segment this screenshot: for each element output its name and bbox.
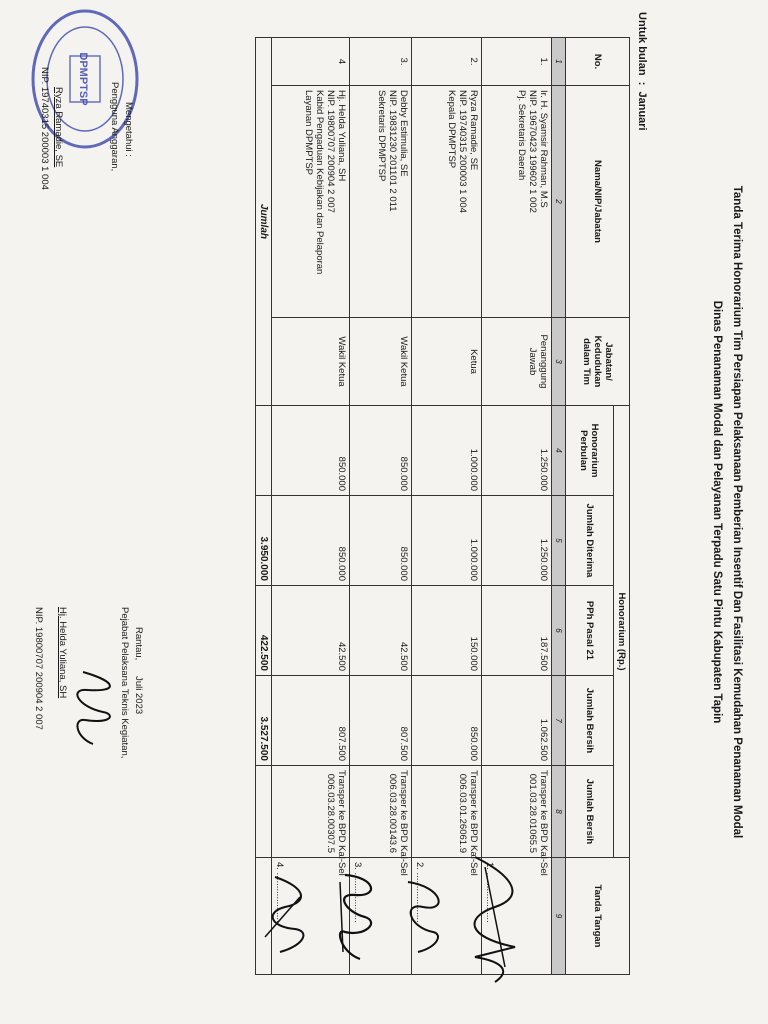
signature-4-icon <box>255 867 320 967</box>
document-title: Tanda Terima Honorarium Tim Persiapan Pelaksanaan Pemberian Insentif Dan Fasilitasi Kemudahan Penanaman Modal <box>731 185 743 839</box>
index-cell: 3 <box>552 318 566 406</box>
period-separator: : <box>636 81 648 86</box>
svg-text:DPMPTSP: DPMPTSP <box>77 52 89 106</box>
col-header-perbulan: Honorarium Perbulan <box>566 406 614 496</box>
period-value: Januari <box>636 91 648 131</box>
row-nama-cell <box>350 86 412 318</box>
signature-1-icon <box>455 847 535 987</box>
col-header-bersih: Jumlah Bersih <box>566 676 614 766</box>
row-nama: Ryza Ramadie, SE <box>468 90 479 171</box>
row-nama-cell <box>412 86 482 318</box>
right-signature-block <box>31 607 145 937</box>
right-sig-role: Pejabat Pelaksana Teknis Kegiatan, <box>119 607 130 759</box>
row-perbulan: 850.000 <box>272 406 350 496</box>
rotated-document <box>5 12 745 1012</box>
right-sig-name: Hj. Helda Yuliana, SH <box>57 607 68 699</box>
period-label: Untuk bulan <box>636 12 648 76</box>
row-ttd-number: 3. ................... <box>352 862 363 923</box>
signature-2-icon <box>393 872 453 962</box>
table-row <box>272 38 350 975</box>
index-cell: 4 <box>552 406 566 496</box>
right-sig-city: Rantau, <box>133 627 144 661</box>
row-pph: 150.000 <box>412 586 482 676</box>
row-transfer: Transper ke BPD Kal-Sel <box>336 770 347 876</box>
row-nama: Debby Estimulia, SE <box>398 90 409 177</box>
left-sig-nip: NIP. 19740315 200003 1 004 <box>39 67 50 190</box>
signature-3-icon <box>330 867 385 967</box>
right-sig-month: Juli 2023 <box>133 676 144 715</box>
col-header-nama: Nama/NIP/Jabatan <box>566 86 630 318</box>
row-transfer: Transper ke BPD Kal-Sel <box>468 770 479 876</box>
row-nama-cell <box>272 86 350 318</box>
index-cell: 5 <box>552 496 566 586</box>
table-row <box>350 38 412 975</box>
row-rekening: 001.03.28.01065.5 <box>527 773 538 853</box>
col-header-tanda-tangan: Tanda Tangan <box>566 858 630 975</box>
row-no: 1. <box>482 38 552 86</box>
row-ttd-number: 2. ................... <box>414 862 425 923</box>
row-nip: NIP. 19670423 199602 1 002 <box>527 90 538 213</box>
right-sig-date <box>131 607 145 937</box>
index-cell: 2 <box>552 86 566 318</box>
col-header-no: No. <box>566 38 630 86</box>
row-bersih: 807.500 <box>272 676 350 766</box>
row-transfer: Transper ke BPD Kal-Sel <box>398 770 409 876</box>
row-diterima: 850.000 <box>272 496 350 586</box>
row-rekening-cell <box>412 766 482 876</box>
left-signature-block <box>37 12 135 272</box>
col-header-honorarium-group: Honorarium (Rp.) <box>614 406 630 858</box>
row-nip: NIP. 19740315 200003 1 004 <box>457 90 468 213</box>
document-subtitle: Dinas Penanaman Modal dan Pelayanan Terpadu Satu Pintu Kabupaten Tapin <box>711 300 723 724</box>
row-perbulan: 1.000.000 <box>412 406 482 496</box>
row-rekening-cell <box>350 766 412 876</box>
left-sig-name: Ryza Ramadie, SE <box>53 87 64 168</box>
period-line <box>636 12 648 131</box>
col-header-jabatan: Jabatan/ Kedudukan dalam Tim <box>566 318 630 406</box>
row-transfer: Transper ke BPD Kal-Sel <box>538 770 549 876</box>
row-kedudukan: Ketua <box>412 318 482 406</box>
right-sig-nip: NIP. 19800707 200904 2 007 <box>33 607 44 730</box>
row-nama-cell <box>482 86 552 318</box>
row-ttd-number: 4. ................... <box>274 862 285 923</box>
row-nip: NIP. 19800707 200904 2 007 <box>325 90 336 213</box>
total-label: Jumlah <box>256 38 272 406</box>
index-cell: 7 <box>552 676 566 766</box>
row-rekening: 006.03.28.00307.5 <box>325 773 336 853</box>
row-perbulan: 850.000 <box>350 406 412 496</box>
index-cell: 6 <box>552 586 566 676</box>
row-pph: 187.500 <box>482 586 552 676</box>
row-nama: Hj. Helda Yuliana, SH <box>336 90 347 182</box>
row-bersih: 807.500 <box>350 676 412 766</box>
total-pph: 422.500 <box>256 586 272 676</box>
row-kedudukan: Wakil Ketua <box>350 318 412 406</box>
left-sig-line2: Pengguna Anggaran, <box>109 82 120 172</box>
total-bersih: 3.527.500 <box>256 676 272 766</box>
pptk-signature-icon <box>63 662 123 752</box>
row-bersih: 850.000 <box>412 676 482 766</box>
row-pph: 42.500 <box>272 586 350 676</box>
index-cell: 8 <box>552 766 566 858</box>
total-row <box>256 38 272 975</box>
header-row-1 <box>614 38 630 975</box>
row-rekening: 006.03.28.00143.6 <box>387 773 398 853</box>
row-nama: Ir. H. Syamsir Rahman, M.S <box>538 90 549 208</box>
row-pph: 42.500 <box>350 586 412 676</box>
row-kedudukan: Penanggung Jawab <box>482 318 552 406</box>
index-row <box>552 38 566 975</box>
row-diterima: 1.250.000 <box>482 496 552 586</box>
row-diterima: 850.000 <box>350 496 412 586</box>
row-jabatan: Pj. Sekretaris Daerah <box>516 90 527 181</box>
row-jabatan: Kepala DPMPTSP <box>446 90 457 169</box>
row-diterima: 1.000.000 <box>412 496 482 586</box>
col-header-pph: PPh Pasal 21 <box>566 586 614 676</box>
index-cell: 9 <box>552 858 566 975</box>
col-header-diterima: Jumlah Diterima <box>566 496 614 586</box>
table-row <box>482 38 552 975</box>
row-ttd-number: 1. ................... <box>484 862 495 923</box>
index-cell: 1 <box>552 38 566 86</box>
row-kedudukan: Wakil Ketua <box>272 318 350 406</box>
row-no: 3. <box>350 38 412 86</box>
left-sig-line1: Mengetahui : <box>123 102 134 157</box>
col-header-bersih-rekening: Jumlah Bersih <box>566 766 614 858</box>
row-no: 2. <box>412 38 482 86</box>
total-diterima: 3.950.000 <box>256 496 272 586</box>
row-rekening: 006.03.01.26061.9 <box>457 773 468 853</box>
row-rekening-cell <box>272 766 350 876</box>
row-no: 4 <box>272 38 350 86</box>
honorarium-table <box>255 37 630 975</box>
row-bersih: 1.062.500 <box>482 676 552 766</box>
total-empty <box>256 766 272 858</box>
row-jabatan: Kabid Pengaduan Kebijakan dan Pelaporan Layanan DPMPTSP <box>303 90 325 275</box>
row-nip: NIP. 19831230 201101 2 011 <box>387 90 398 212</box>
table-row <box>412 38 482 975</box>
row-rekening-cell <box>482 766 552 876</box>
row-jabatan: Sekretaris DPMPTSP <box>376 90 387 182</box>
total-perbulan-empty <box>256 406 272 496</box>
row-perbulan: 1.250.000 <box>482 406 552 496</box>
